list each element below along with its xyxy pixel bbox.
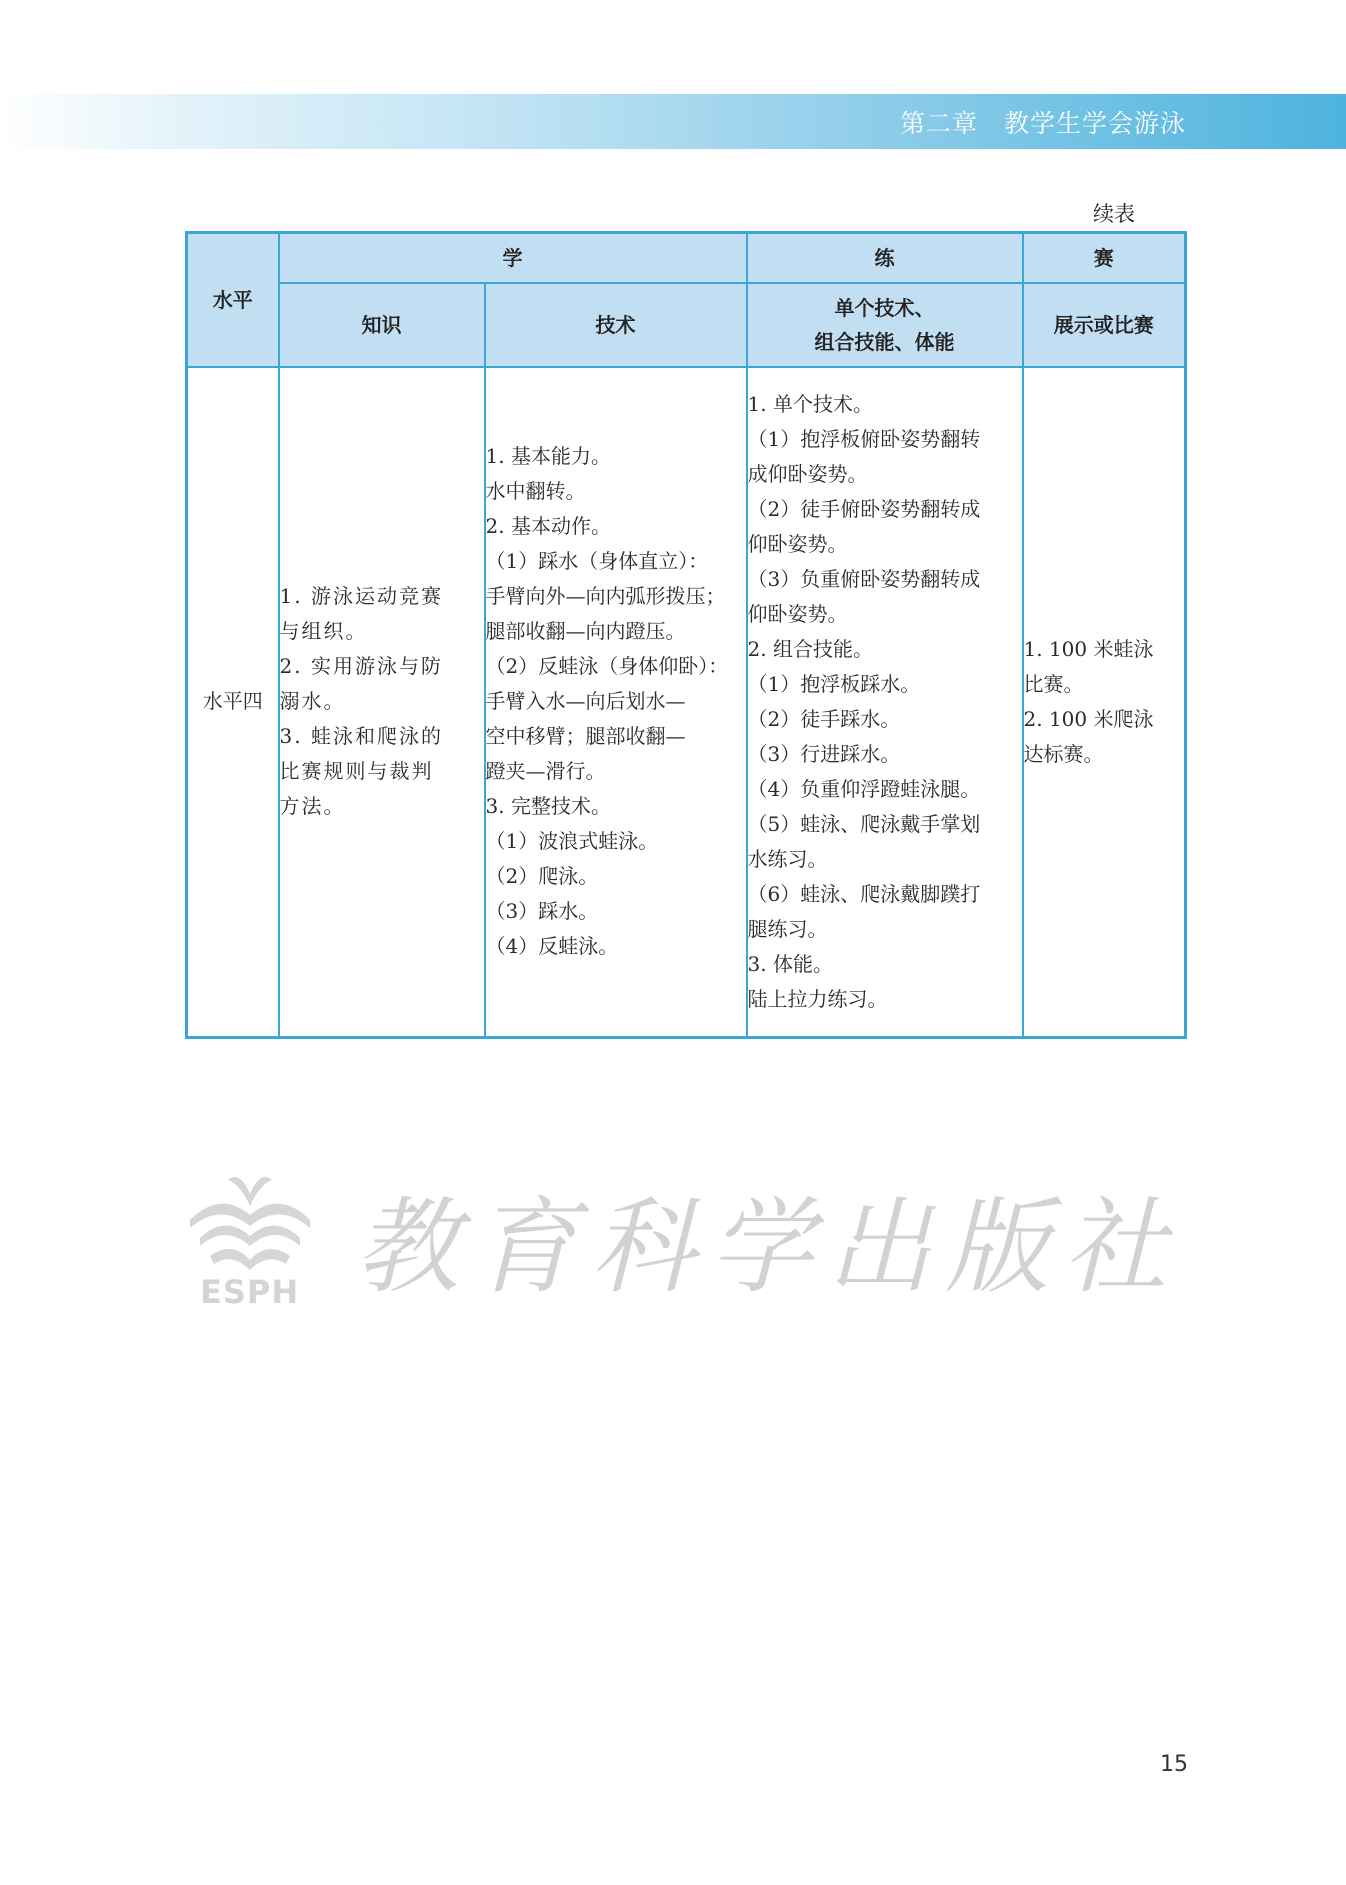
header-compete: 赛: [1023, 233, 1186, 283]
practice-line: 3. 体能。: [747, 951, 833, 976]
technique-line: 蹬夹—滑行。: [485, 759, 606, 783]
header-learn: 学: [279, 233, 747, 283]
knowledge-cell: [279, 367, 485, 1038]
level-cell: 水平四: [187, 367, 279, 1038]
technique-line: （1）波浪式蛙泳。: [485, 829, 659, 853]
knowledge-line: 2. 实用游泳与防: [279, 654, 443, 678]
compete-line: 1. 100 米蛙泳: [1023, 636, 1154, 661]
knowledge-line: 比赛规则与裁判: [279, 759, 434, 783]
header-technique: 技术: [485, 283, 747, 367]
practice-line: 陆上拉力练习。: [747, 986, 888, 1011]
practice-line: 水练习。: [747, 846, 828, 871]
header-practice-line: 单个技术、: [834, 295, 935, 320]
practice-line: （1）抱浮板俯卧姿势翻转: [747, 426, 981, 451]
knowledge-line: 1. 游泳运动竞赛: [279, 584, 443, 608]
header-practice-line: 组合技能、体能: [814, 329, 955, 354]
knowledge-line: 溺水。: [279, 689, 346, 713]
technique-line: 腿部收翻—向内蹬压。: [485, 619, 686, 643]
technique-line: 3. 完整技术。: [485, 794, 611, 818]
technique-line: 空中移臂；腿部收翻—: [485, 724, 686, 748]
practice-line: （2）徒手踩水。: [747, 706, 901, 731]
practice-line: （2）徒手俯卧姿势翻转成: [747, 496, 981, 521]
practice-line: （6）蛙泳、爬泳戴脚蹼打: [747, 881, 981, 906]
practice-line: 2. 组合技能。: [747, 636, 873, 661]
compete-line: 达标赛。: [1023, 741, 1104, 766]
technique-line: 手臂入水—向后划水—: [485, 689, 686, 713]
compete-line: 比赛。: [1023, 671, 1084, 696]
practice-line: 腿练习。: [747, 916, 828, 941]
technique-cell: [485, 367, 747, 1038]
practice-line: （4）负重仰浮蹬蛙泳腿。: [747, 776, 981, 801]
practice-line: 仰卧姿势。: [747, 531, 848, 556]
knowledge-line: 3. 蛙泳和爬泳的: [279, 724, 443, 748]
publisher-logo-text: ESPH: [200, 1273, 300, 1311]
practice-line: （3）负重俯卧姿势翻转成: [747, 566, 981, 591]
technique-line: （2）爬泳。: [485, 864, 599, 888]
compete-cell: [1023, 367, 1186, 1038]
chapter-title: 第二章 教学生学会游泳: [899, 109, 1186, 138]
header-knowledge: 知识: [279, 283, 485, 367]
curriculum-table: [185, 231, 1187, 1039]
technique-line: 1. 基本能力。: [485, 444, 611, 468]
header-show-or-compete: 展示或比赛: [1023, 283, 1186, 367]
table-row: [187, 367, 1186, 1038]
header-practice: 练: [747, 233, 1023, 283]
knowledge-line: 与组织。: [279, 619, 368, 643]
technique-line: （2）反蛙泳（身体仰卧）：: [485, 654, 729, 678]
practice-line: 仰卧姿势。: [747, 601, 848, 626]
header-level: 水平: [187, 233, 279, 367]
publisher-watermark: 教育科学出版社: [355, 1186, 1182, 1308]
header-practice-detail: [747, 283, 1023, 367]
page-number: 15: [1160, 1752, 1188, 1777]
technique-line: 2. 基本动作。: [485, 514, 611, 538]
technique-line: （3）踩水。: [485, 899, 599, 923]
practice-line: （1）抱浮板踩水。: [747, 671, 921, 696]
practice-line: 1. 单个技术。: [747, 391, 873, 416]
technique-line: （1）踩水（身体直立）：: [485, 549, 709, 573]
technique-line: （4）反蛙泳。: [485, 934, 619, 958]
practice-line: （5）蛙泳、爬泳戴手掌划: [747, 811, 981, 836]
technique-line: 手臂向外—向内弧形拨压；: [485, 584, 726, 608]
continued-label: 续表: [1093, 202, 1135, 226]
knowledge-line: 方法。: [279, 794, 346, 818]
practice-line: （3）行进踩水。: [747, 741, 901, 766]
practice-line: 成仰卧姿势。: [747, 461, 868, 486]
technique-line: 水中翻转。: [485, 479, 586, 503]
compete-line: 2. 100 米爬泳: [1023, 706, 1154, 731]
practice-cell: [747, 367, 1023, 1038]
